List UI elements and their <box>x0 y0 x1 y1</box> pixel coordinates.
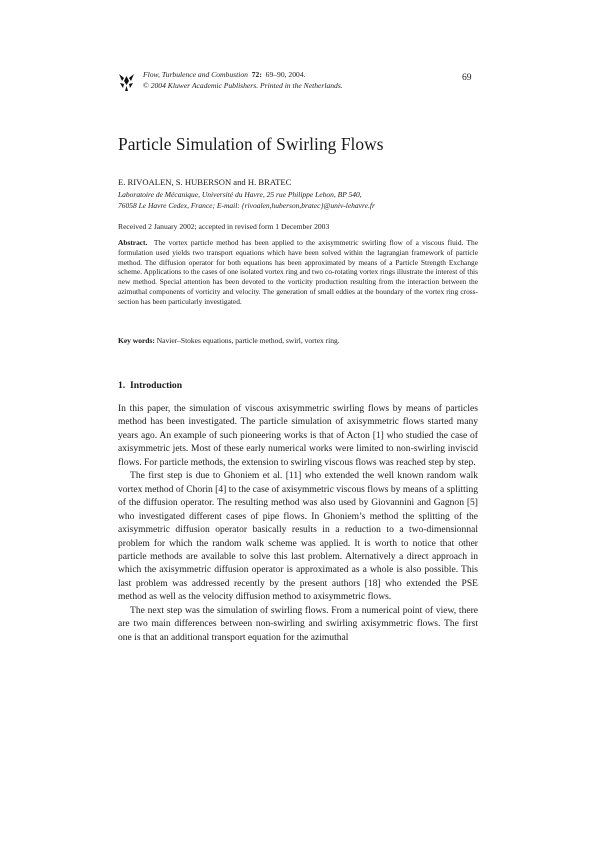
section-title: Introduction <box>130 380 183 391</box>
copyright-symbol: © <box>143 81 149 90</box>
page-number: 69 <box>462 72 472 83</box>
paragraph: In this paper, the simulation of viscous axisymmetric swirling flows by means of particles method has been investigated. The particle simulation of axisymmetric flows started many years ago. An example of such pioneering works is that of Acton [1] who studied the case of axisymmetric jets. Most of these early numerical works were limited to non-swirling inviscid flows. For particle methods, the extension to swirling viscous flows was reached step by step. <box>118 403 478 468</box>
paper-title: Particle Simulation of Swirling Flows <box>118 134 384 154</box>
paragraph: The first step is due to Ghoniem et al. [11] who extended the well known random walk vortex method of Chorin [4] to the case of axisymmetric viscous flows by means of a splitting of the diffusion operator. The resulting method was also used by Giovannini and Gagnon [5] who investigated different cases of pipe flows. In Ghoniem’s method the splitting of the axisymmetric diffusion operator basically results in a reduction to a two-dimensionnal problem for which the random walk scheme was applied. It is worth to notice that other particle methods are available to solve this last problem. Alternatively a direct approach in which the axisymmetric diffusion operator is approximated as a whole is also possible. This last problem was addressed recently by the present authors [18] who extended the PSE method as well as the velocity diffusion method to axisymmetric flows. <box>118 470 478 603</box>
journal-name: Flow, Turbulence and Combustion <box>143 70 248 79</box>
body-text <box>118 402 478 644</box>
publisher-logo-icon <box>118 72 135 92</box>
copyright-line: 2004 Kluwer Academic Publishers. Printed in the Netherlands. <box>150 81 343 90</box>
abstract <box>118 238 478 307</box>
journal-volume: 72: <box>251 70 262 79</box>
abstract-label: Abstract. <box>118 238 148 247</box>
paragraph: The next step was the simulation of swirling flows. From a numerical point of view, there are two main differences between non-swirling and swirling axisymmetric flows. The first one is that an additional transport equation for the azimuthal <box>118 604 478 643</box>
received-dates: Received 2 January 2002; accepted in revised form 1 December 2003 <box>118 222 330 231</box>
section-number: 1. <box>118 380 126 391</box>
journal-header <box>143 69 343 91</box>
keywords-label: Key words: <box>118 336 155 345</box>
affiliation <box>118 190 375 211</box>
author-list: E. RIVOALEN, S. HUBERSON and H. BRATEC <box>118 177 292 187</box>
affiliation-line: Laboratoire de Mécanique, Université du Havre, 25 rue Philippe Lebon, BP 540, <box>118 190 362 199</box>
section-heading <box>118 380 182 391</box>
abstract-text: The vortex particle method has been applied to the axisymmetric swirling flow of a viscous fluid. The formulation used yields two transport equations which have been solved within the lagrangian framework of particle method. The diffusion operator for both equations has been approximated by means of a Particle Strength Exchange scheme. Applications to the cases of one isolated vortex ring and two co-rotating vortex rings illustrate the interest of this new method. Special attention has been devoted to the vorticity production resulting from the interaction between the azimuthal components of vorticity and velocity. The generation of small eddies at the boundary of the vortex ring cross-section has been particularly investigated. <box>118 238 478 306</box>
affiliation-line: 76058 Le Havre Cedex, France; E-mail: {rivoalen,huberson,bratec}@univ-lehavre.fr <box>118 200 375 210</box>
journal-pages: 69–90, 2004. <box>265 70 306 79</box>
keywords <box>118 336 340 345</box>
keywords-text: Navier–Stokes equations, particle method, swirl, vortex ring. <box>156 336 340 345</box>
